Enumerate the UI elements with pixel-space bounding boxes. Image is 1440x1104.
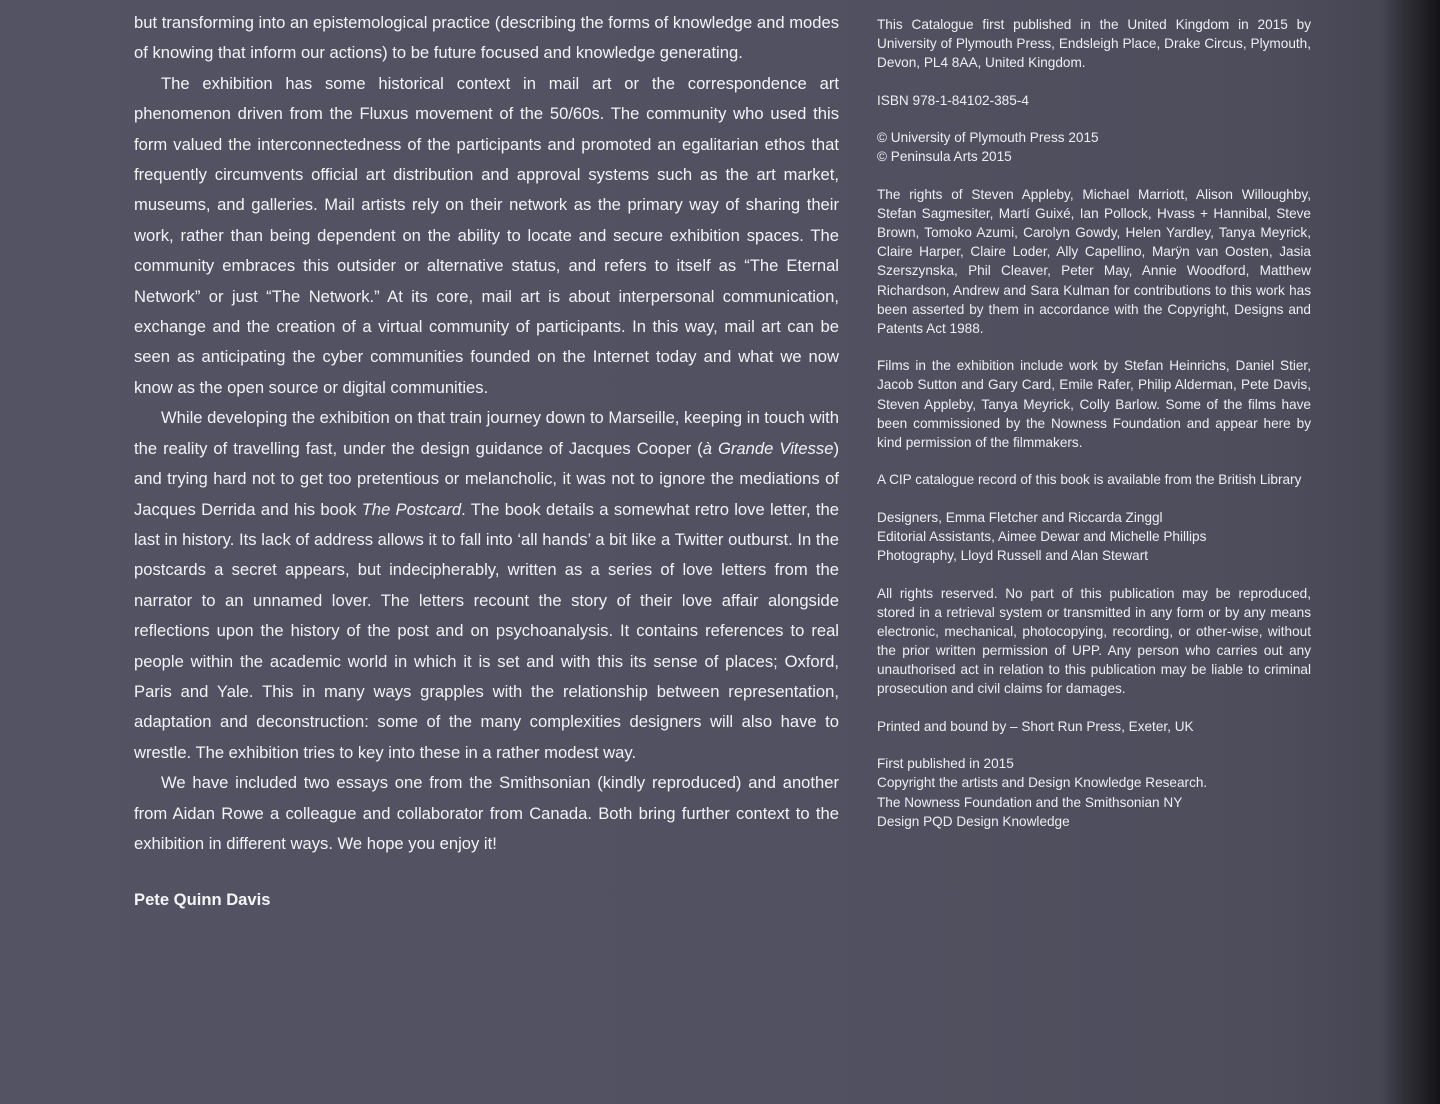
first-published: First published in 2015 bbox=[877, 756, 1014, 772]
essay-paragraph-3-part-c: . The book details a somewhat retro love letter, the last in history. Its lack of address allows it to fall into ‘all hands’ a bit like a Twitter outburst. In the postcards a secret appears, but indecipherably, written as a series of love letters from the narrator to an unnamed lover. The letters recount the story of their love affair alongside reflections upon the history of the post and on psychoanalysis. It contains references to real people within the academic world in which it is set and with this its sense of places; Oxford, Paris and Yale. This in many ways grapples with the relationship between representation, adaptation and deconstruction: some of the many complexities designers will also have to wrestle. The exhibition tries to key into these in a rather modest way. bbox=[134, 499, 839, 762]
essay-paragraph-4: We have included two essays one from the Smithsonian (kindly reproduced) and another from Aidan Rowe a colleague and collaborator from Canada. Both bring further context to the exhibition in different ways. We hope you enjoy it! bbox=[134, 773, 839, 853]
essay-body bbox=[134, 8, 839, 859]
copyright-artists: Copyright the artists and Design Knowledge Research. bbox=[877, 775, 1208, 791]
essay-paragraph-1: but transforming into an epistemological practice (describing the forms of knowledge and modes of knowing that inform our actions) to be future focused and knowledge generating. bbox=[134, 13, 839, 63]
essay-italic-grande-vitesse: à Grande Vitesse bbox=[702, 438, 834, 458]
essay-paragraph-3-part-a: While developing the exhibition on that train journey down to Marseille, keeping in touch with the reality of travelling fast, under the design guidance of Jacques Cooper ( bbox=[134, 408, 839, 458]
copyright-notice bbox=[877, 128, 1311, 166]
page-binding-shadow bbox=[1380, 0, 1440, 1104]
author-signature: Pete Quinn Davis bbox=[134, 890, 271, 909]
credit-photography: Photography, Lloyd Russell and Alan Stewart bbox=[877, 548, 1149, 564]
moral-rights-statement: The rights of Steven Appleby, Michael Marriott, Alison Willoughby, Stefan Sagmesiter, Martí Guixé, Ian Pollock, Hvass + Hannibal, Steve Brown, Tomoko Azumi, Carolyn Gowdy, Helen Yardley, Tanya Meyrick, Claire Harper, Claire Loder, Ally Capellino, Marÿn van Oosten, Jasia Szerszynska, Phil Cleaver, Peter May, Annie Woodford, Matthew Richardson, Andrew and Sara Kulman for contributions to this work has been asserted by them in accordance with the Copyright, Designs and Patents Act 1988. bbox=[877, 187, 1311, 336]
publication-info bbox=[877, 754, 1311, 830]
all-rights-reserved: All rights reserved. No part of this publication may be reproduced, stored in a retrieval system or transmitted in any form or by any means electronic, mechanical, photocopying, recording, or other-wise, without the prior written permission of UPP. Any person who carries out any unauthorised act in relation to this publication may be liable to criminal prosecution and civil claims for damages. bbox=[877, 585, 1311, 697]
essay-paragraph-2: The exhibition has some historical context in mail art or the correspondence art phenomenon driven from the Fluxus movement of the 50/60s. The community who used this form valued the interconnectedness of the participants and promoted an egalitarian ethos that frequently circumvents official art distribution and approval systems such as the art market, museums, and galleries. Mail artists rely on their network as the primary way of sharing their work, rather than being dependent on the ability to locate and secure exhibition spaces. The community embraces this outsider or alternative status, and refers to itself as “The Eternal Network” or just “The Network.” At its core, mail art is about interpersonal communication, exchange and the creation of a virtual community of participants. In this way, mail art can be seen as anticipating the cyber communities founded on the Internet today and what we now know as the open source or digital communities. bbox=[134, 73, 839, 397]
credit-designers: Designers, Emma Fletcher and Riccarda Zinggl bbox=[877, 509, 1163, 525]
essay-paragraph-3 bbox=[134, 403, 839, 768]
essay-italic-book-title: The Postcard bbox=[361, 499, 462, 519]
copyright-line-2: © Peninsula Arts 2015 bbox=[877, 149, 1012, 165]
cip-statement: A CIP catalogue record of this book is available from the British Library bbox=[877, 472, 1302, 488]
printer-statement: Printed and bound by – Short Run Press, Exeter, UK bbox=[877, 718, 1194, 734]
credits bbox=[877, 508, 1311, 565]
imprint-column bbox=[877, 15, 1311, 849]
credit-editorial: Editorial Assistants, Aimee Dewar and Michelle Phillips bbox=[877, 528, 1207, 544]
isbn: ISBN 978-1-84102-385-4 bbox=[877, 92, 1029, 108]
essay-paragraph-3-part-b: ) and trying hard not to get too pretentious or melancholic, it was not to ignore the mediations of Jacques Derrida and his book bbox=[134, 438, 839, 519]
design-pqd: Design PQD Design Knowledge bbox=[877, 813, 1070, 829]
copyright-line-1: © University of Plymouth Press 2015 bbox=[877, 130, 1099, 146]
nowness-smithsonian: The Nowness Foundation and the Smithsonian NY bbox=[877, 794, 1183, 810]
films-statement: Films in the exhibition include work by Stefan Heinrichs, Daniel Stier, Jacob Sutton and Gary Card, Emile Rafer, Philip Alderman, Pete Davis, Steven Appleby, Tanya Meyrick, Colly Barlow. Some of the films have been commissioned by the Nowness Foundation and appear here by kind permission of the filmmakers. bbox=[877, 358, 1311, 450]
publisher-statement: This Catalogue first published in the United Kingdom in 2015 by University of Plymouth Press, Endsleigh Place, Drake Circus, Plymouth, Devon, PL4 8AA, United Kingdom. bbox=[877, 17, 1311, 71]
